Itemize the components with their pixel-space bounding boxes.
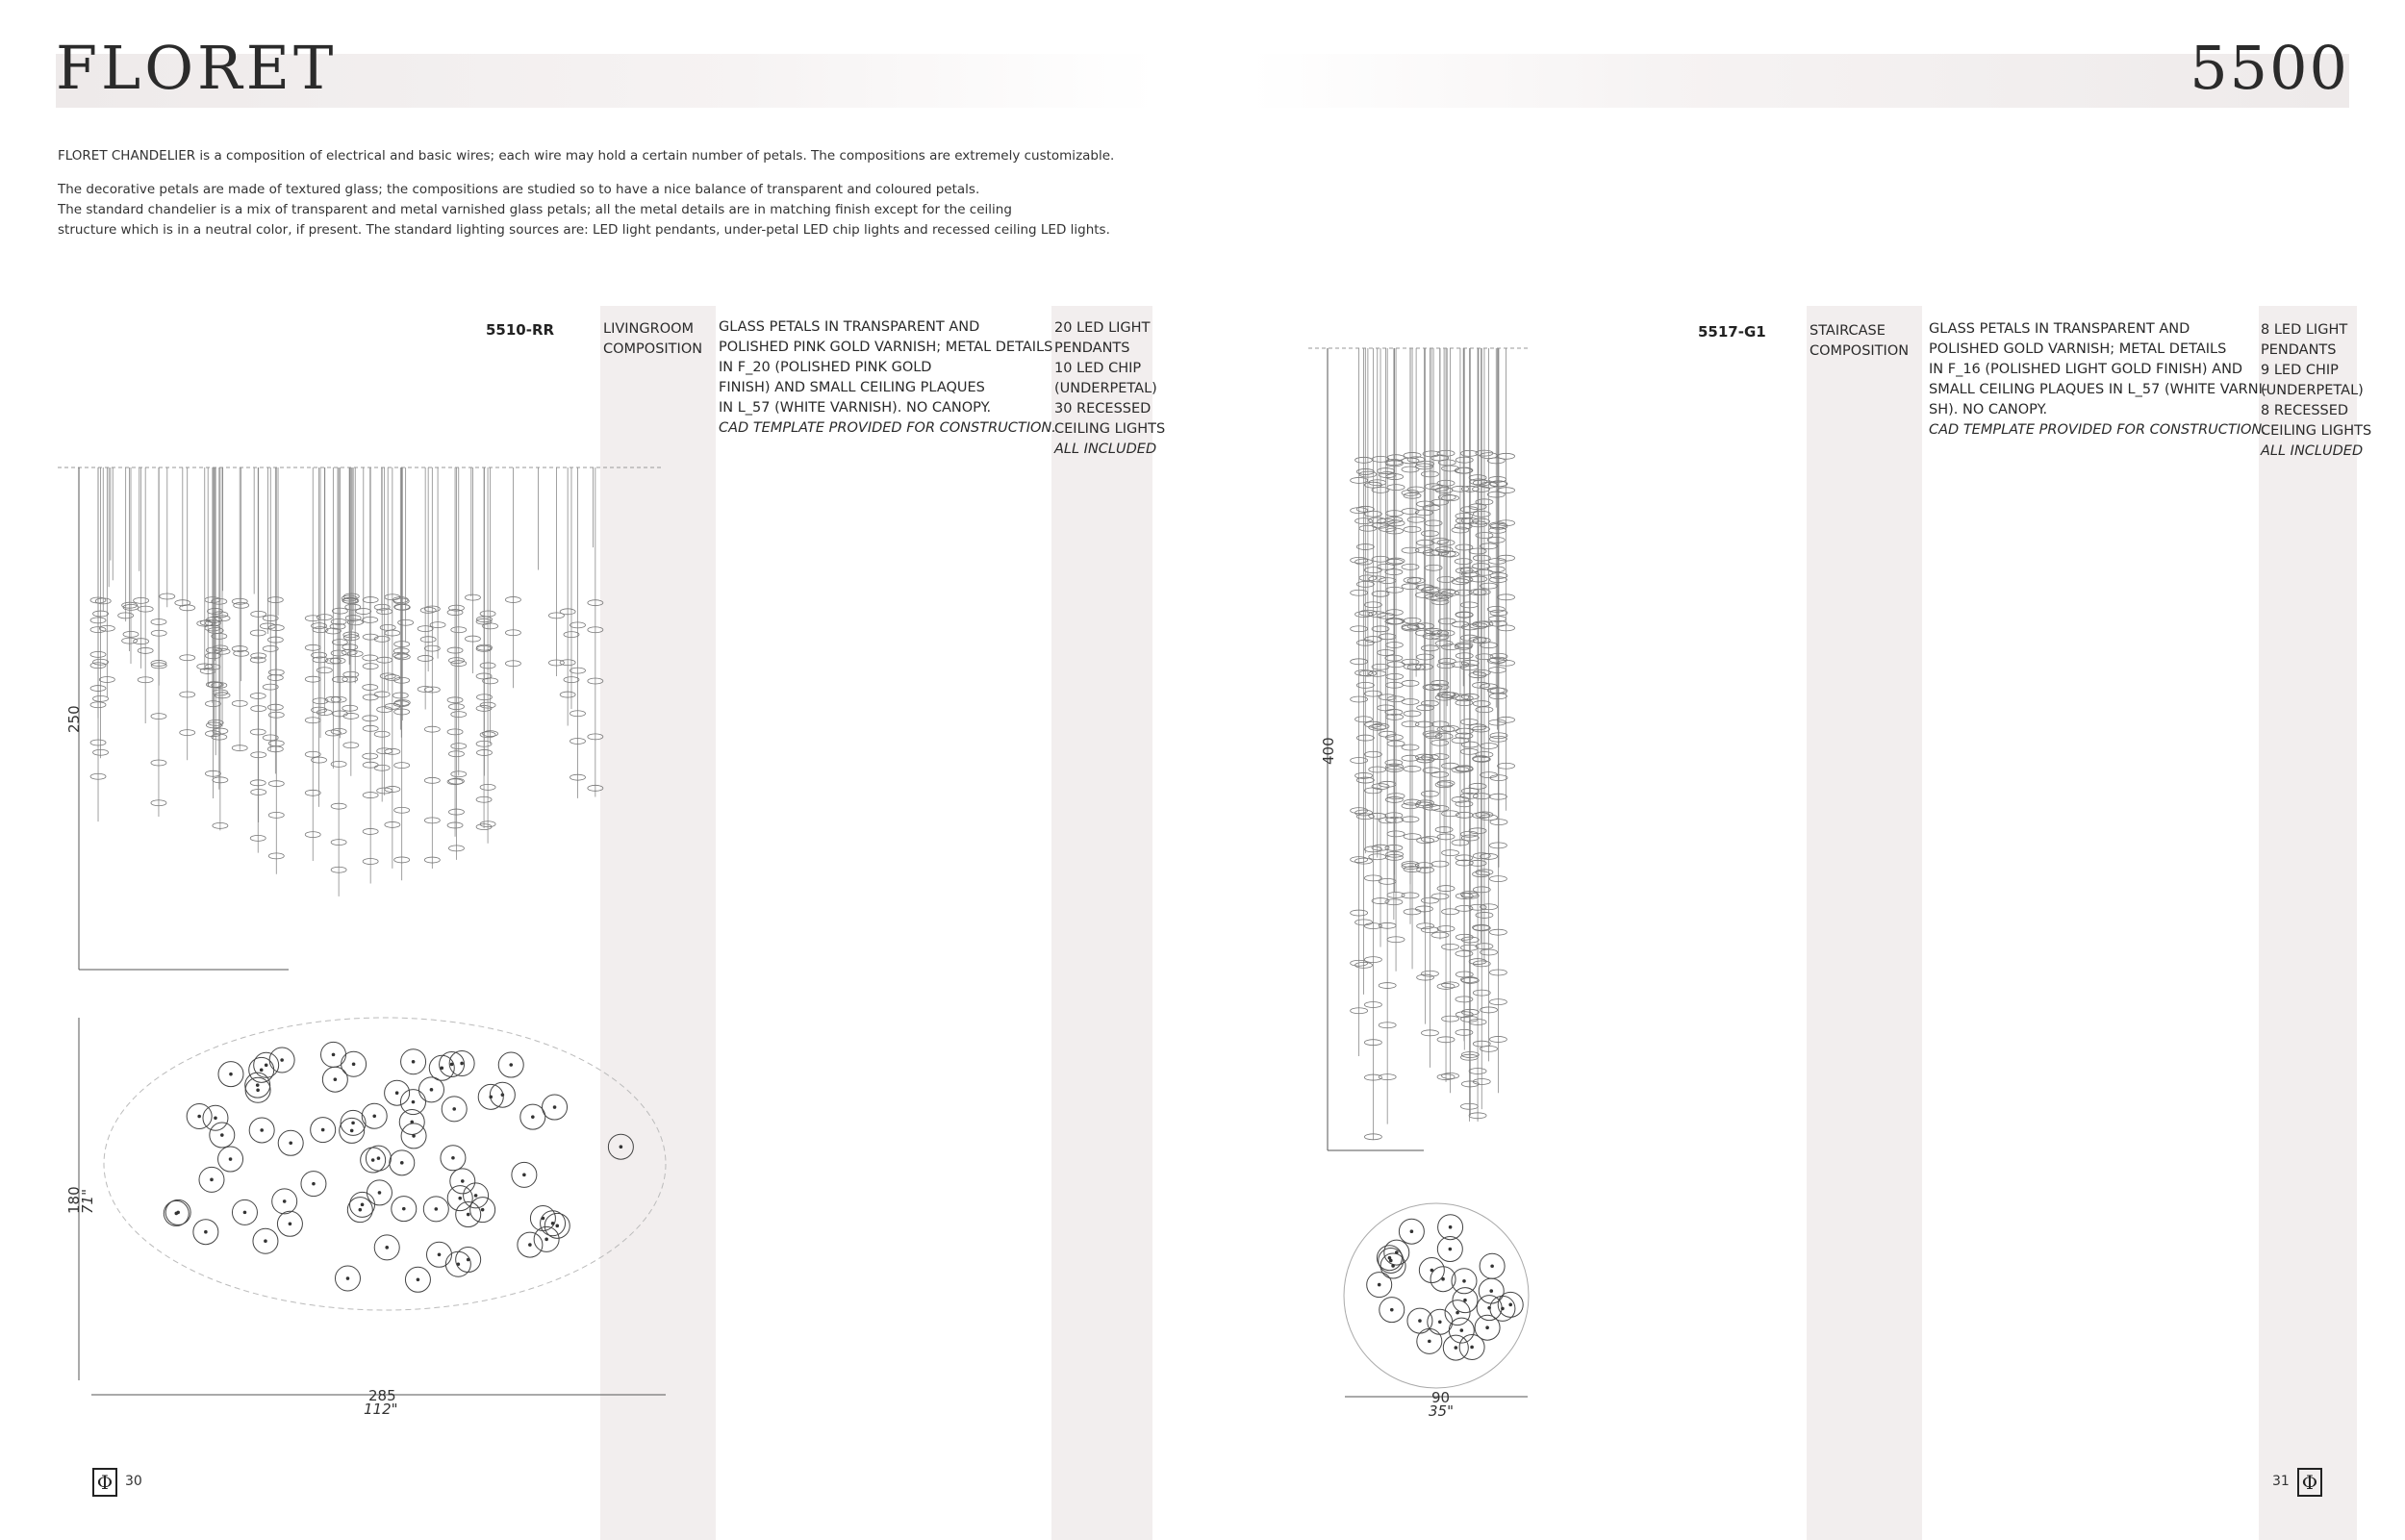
plan-dot [402, 1207, 406, 1211]
page-number-right: 31 [2272, 1474, 2290, 1489]
plan-dot [474, 1194, 478, 1198]
plan-dot [361, 1203, 365, 1207]
plan-dot [1388, 1256, 1392, 1260]
description-line: POLISHED PINK GOLD VARNISH; METAL DETAILS [719, 340, 1053, 355]
plan-dot [377, 1156, 381, 1160]
plan-dot [1490, 1264, 1494, 1268]
description-line: FINISH) AND SMALL CEILING PLAQUES [719, 380, 985, 395]
plan-dot [528, 1243, 532, 1247]
intro-line: structure which is in a neutral color, if present. The standard lighting sources are: LED light pendants, under-petal LED chip lights and recessed ceiling LED lights. [58, 222, 1110, 238]
plan-dot [509, 1063, 513, 1067]
plan-dot [359, 1208, 363, 1212]
type-line: COMPOSITION [603, 341, 703, 357]
description-line: SMALL CEILING PLAQUES IN L_57 (WHITE VARNI- [1929, 382, 2268, 397]
lights-line: CEILING LIGHTS [1054, 421, 1166, 437]
plan-dot [1428, 1340, 1431, 1344]
description-line: IN F_20 (POLISHED PINK GOLD [719, 360, 932, 375]
plan-dot [451, 1156, 455, 1160]
plan-dot [220, 1133, 224, 1137]
intro-line: The standard chandelier is a mix of transparent and metal varnished glass petals; all the metal details are in matching finish except for the ceiling [58, 202, 1012, 217]
plan-dot [312, 1182, 316, 1186]
plan-dot [1410, 1229, 1414, 1233]
plan-dot [467, 1258, 470, 1262]
plan-dot [197, 1115, 201, 1119]
plan-dot [1418, 1319, 1422, 1323]
plan-dot [264, 1239, 267, 1243]
plan-dot [412, 1100, 416, 1104]
plan-dot [1455, 1346, 1458, 1350]
plan-dot [289, 1222, 292, 1225]
collection-code: 5500 [2190, 33, 2349, 103]
plan-dot [229, 1157, 233, 1161]
left-depth-dimension: 180 [65, 1186, 83, 1214]
plan-dot [204, 1230, 208, 1234]
description-line: IN L_57 (WHITE VARNISH). NO CANOPY. [719, 400, 992, 416]
plan-dot [174, 1212, 178, 1216]
page-title: FLORET [56, 33, 338, 103]
plan-dot [1508, 1303, 1512, 1307]
plan-dot [544, 1238, 548, 1242]
plan-dot [378, 1191, 382, 1195]
plan-dot [1449, 1248, 1453, 1251]
plan-dot [1460, 1328, 1464, 1332]
left-height-dimension: 250 [65, 705, 83, 733]
included-note: ALL INCLUDED [1054, 442, 1157, 457]
plan-dot [412, 1060, 416, 1064]
plan-dot [1390, 1308, 1394, 1312]
right-width-inches: 35" [1429, 1402, 1454, 1420]
plan-dot [346, 1276, 350, 1280]
cad-note: CAD TEMPLATE PROVIDED FOR CONSTRUCTION. [719, 420, 1056, 436]
plan-dot [417, 1277, 420, 1281]
lights-line: 8 RECESSED [2261, 403, 2349, 418]
plan-dot [440, 1066, 443, 1070]
plan-dot [1485, 1325, 1489, 1329]
left-width-inches: 112" [364, 1401, 398, 1418]
plan-dot [214, 1116, 217, 1120]
lights-line: CEILING LIGHTS [2261, 423, 2372, 439]
plan-dot [372, 1114, 376, 1118]
plan-dot [265, 1063, 268, 1067]
right-width-dimension: 90 [1431, 1389, 1451, 1406]
plan-dot [385, 1246, 389, 1250]
plan-dot [350, 1129, 354, 1133]
plan-dot [283, 1199, 287, 1203]
plan-dot [260, 1128, 264, 1132]
plan-dot [430, 1088, 434, 1092]
plan-dot [435, 1207, 439, 1211]
type-line: LIVINGROOM [603, 321, 695, 337]
plan-dot [334, 1077, 338, 1081]
plan-dot [321, 1128, 325, 1132]
lights-line: 20 LED LIGHT [1054, 320, 1151, 336]
plan-dot [1438, 1320, 1442, 1324]
plan-dot [352, 1062, 356, 1066]
plan-dot [1470, 1346, 1474, 1350]
left-width-dimension: 285 [368, 1387, 396, 1404]
plan-dot [1378, 1283, 1381, 1287]
type-line: STAIRCASE [1810, 323, 1886, 339]
plan-dot [243, 1211, 247, 1215]
lights-line: 10 LED CHIP [1054, 361, 1142, 376]
plan-dot [371, 1158, 375, 1162]
plan-dot [620, 1145, 623, 1149]
plan-dot [460, 1062, 464, 1066]
included-note: ALL INCLUDED [2261, 443, 2364, 459]
plan-dot [1456, 1311, 1459, 1315]
plan-dot [400, 1161, 404, 1165]
plan-dot [1462, 1279, 1466, 1283]
description-line: SH). NO CANOPY. [1929, 402, 2048, 417]
description-line: POLISHED GOLD VARNISH; METAL DETAILS [1929, 341, 2227, 357]
plan-dot [1501, 1307, 1505, 1311]
plan-dot [481, 1208, 485, 1212]
plan-dot [452, 1107, 456, 1111]
plan-dot [522, 1174, 526, 1177]
description-line: GLASS PETALS IN TRANSPARENT AND [719, 319, 980, 335]
lights-line: 8 LED LIGHT [2261, 322, 2348, 338]
left-depth-inches: 71" [79, 1189, 96, 1214]
plan-dot [551, 1222, 555, 1225]
plan-dot [458, 1197, 462, 1200]
lights-line: (UNDERPETAL) [1054, 381, 1157, 396]
plan-dot [395, 1091, 399, 1095]
intro-line: FLORET CHANDELIER is a composition of electrical and basic wires; each wire may hold a certain number of petals. The compositions are extremely customizable. [58, 148, 1115, 164]
lights-line: 9 LED CHIP [2261, 363, 2339, 378]
plan-dot [289, 1141, 292, 1145]
plan-dot [1489, 1289, 1493, 1293]
plan-dot [412, 1134, 416, 1138]
plan-dot [438, 1253, 442, 1257]
intro-line: The decorative petals are made of textured glass; the compositions are studied so to have a nice balance of transparent and coloured petals. [58, 182, 980, 197]
description-line: IN F_16 (POLISHED LIGHT GOLD FINISH) AND [1929, 362, 2243, 377]
plan-dot [260, 1069, 264, 1073]
plan-dot [1430, 1269, 1434, 1273]
page-number-left: 30 [125, 1474, 142, 1489]
plan-dot [229, 1073, 233, 1076]
lights-line: 30 RECESSED [1054, 401, 1152, 417]
right-height-dimension: 400 [1320, 737, 1337, 765]
plan-dot [351, 1122, 355, 1125]
lights-line: PENDANTS [2261, 342, 2337, 358]
plan-dot [531, 1115, 535, 1119]
plan-dot [332, 1053, 336, 1057]
plan-dot [1391, 1264, 1395, 1268]
lights-line: PENDANTS [1054, 341, 1130, 356]
right-product-code: 5517-G1 [1698, 323, 1766, 341]
lights-line: (UNDERPETAL) [2261, 383, 2364, 398]
plan-dot [555, 1224, 559, 1228]
plan-dot [467, 1213, 470, 1217]
brand-logo-icon: Φ [2297, 1468, 2322, 1497]
plan-dot [461, 1179, 465, 1183]
description-line: GLASS PETALS IN TRANSPARENT AND [1929, 321, 2190, 337]
plan-dot [553, 1105, 557, 1109]
type-line: COMPOSITION [1810, 343, 1910, 359]
plan-dot [280, 1058, 284, 1062]
left-product-code: 5510-RR [486, 321, 555, 339]
plan-dot [256, 1089, 260, 1093]
cad-note: CAD TEMPLATE PROVIDED FOR CONSTRUCTION. [1929, 422, 2266, 438]
plan-dot [256, 1083, 260, 1087]
plan-dot [1449, 1225, 1453, 1229]
plan-dot [210, 1178, 214, 1182]
brand-logo-icon: Φ [92, 1468, 117, 1497]
plan-dot [489, 1096, 493, 1099]
